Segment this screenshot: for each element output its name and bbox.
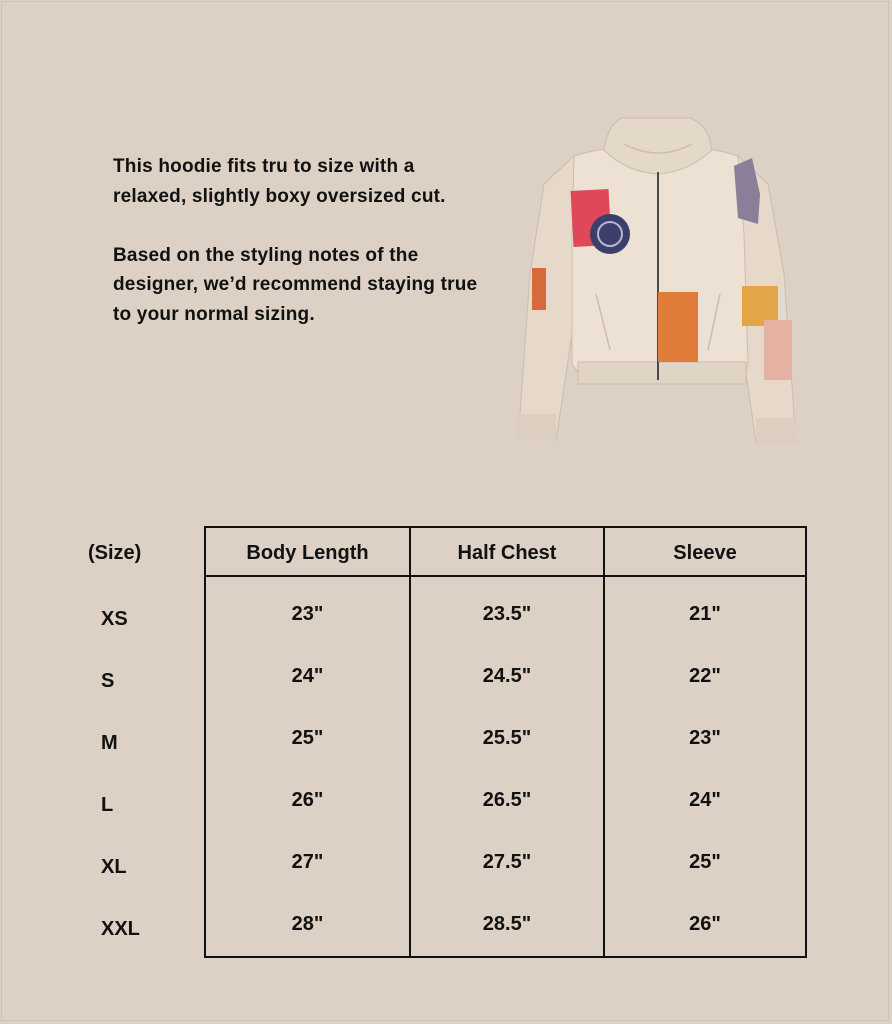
half-chest-cell: 23.5": [482, 603, 532, 625]
header-divider: [206, 575, 805, 577]
sleeve-cell: 22": [689, 665, 721, 687]
size-chart-table: [204, 526, 807, 958]
half-chest-cell: 25.5": [482, 727, 532, 749]
size-label: XXL: [101, 918, 140, 940]
size-label: L: [101, 794, 114, 816]
fit-note: This hoodie fits tru to size with a relaxed, slightly boxy oversized cut.: [113, 156, 446, 207]
half-chest-cell: 26.5": [482, 789, 532, 811]
body-length-cell: 28": [291, 913, 324, 935]
body-length-cell: 24": [291, 665, 324, 687]
half-chest-cell: 28.5": [482, 913, 532, 935]
sleeve-cell: 25": [689, 851, 721, 873]
fit-description: [113, 152, 493, 359]
body-length-cell: 23": [291, 603, 324, 625]
size-label: S: [101, 670, 115, 692]
sleeve-cell: 23": [689, 727, 721, 749]
header-sleeve: Sleeve: [673, 542, 737, 564]
sleeve-cell: 24": [689, 789, 721, 811]
size-label: M: [101, 732, 118, 754]
header-body-length: Body Length: [246, 542, 369, 564]
body-length-cell: 26": [291, 789, 324, 811]
half-chest-cell: 24.5": [482, 665, 532, 687]
patchwork-zip-hoodie-image: [512, 114, 802, 448]
body-length-cell: 27": [291, 851, 324, 873]
sleeve-cell: 26": [689, 913, 721, 935]
body-length-cell: 25": [291, 727, 324, 749]
half-chest-cell: 27.5": [482, 851, 532, 873]
size-label: XS: [101, 608, 128, 630]
sleeve-cell: 21": [689, 603, 721, 625]
sizing-recommendation: Based on the styling notes of the designer, we’d recommend staying true to your normal sizing.: [113, 244, 478, 325]
size-column-header: (Size): [88, 542, 142, 564]
size-label: XL: [101, 856, 127, 878]
header-half-chest: Half Chest: [457, 542, 557, 564]
